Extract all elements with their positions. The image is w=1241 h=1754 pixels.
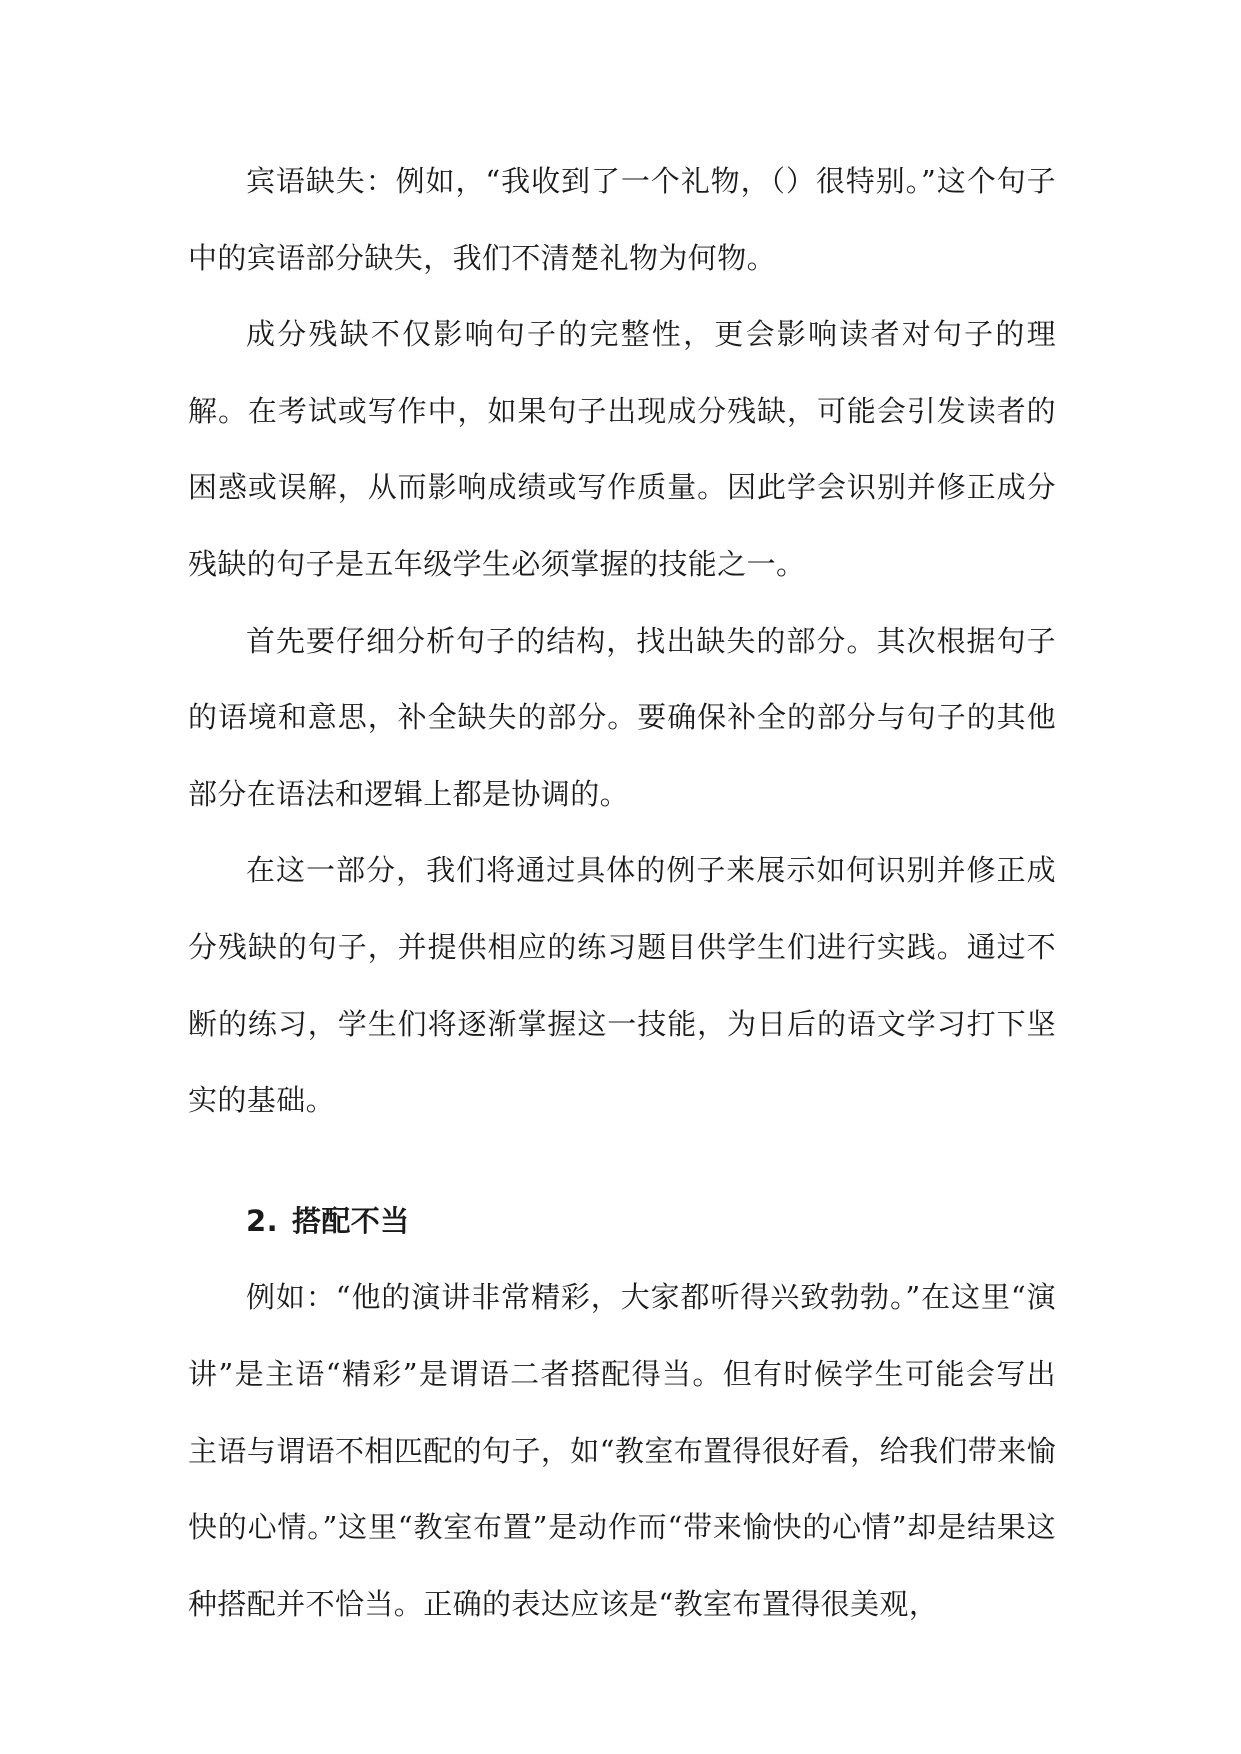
section-title: 搭配不当: [292, 1203, 410, 1238]
section-heading: [188, 1183, 1056, 1260]
paragraph-method: 首先要仔细分析句子的结构，找出缺失的部分。其次根据句子的语境和意思，补全缺失的部分。要确保补全的部分与句子的其他部分在语法和逻辑上都是协调的。: [188, 623, 1056, 811]
page-content: [188, 143, 1056, 1642]
paragraph-practice: 在这一部分，我们将通过具体的例子来展示如何识别并修正成分残缺的句子，并提供相应的练习题目供学生们进行实践。通过不断的练习，学生们将逐渐掌握这一技能，为日后的语文学习打下坚实的基础。: [188, 853, 1056, 1118]
paragraph-object-missing: 宾语缺失：例如，“我收到了一个礼物，（）很特别。”这个句子中的宾语部分缺失，我们不清楚礼物为何物。: [188, 164, 1056, 275]
paragraph-impact: 成分残缺不仅影响句子的完整性，更会影响读者对句子的理解。在考试或写作中，如果句子出现成分残缺，可能会引发读者的困惑或误解，从而影响成绩或写作质量。因此学会识别并修正成分残缺的句子是五年级学生必须掌握的技能之一。: [188, 317, 1056, 581]
paragraph-collocation-example: 例如：“他的演讲非常精彩，大家都听得兴致勃勃。”在这里“演讲”是主语“精彩”是谓语二者搭配得当。但有时候学生可能会写出主语与谓语不相匹配的句子，如“教室布置得很好看，给我们带来愉快的心情。”这里“教室布置”是动作而“带来愉快的心情”却是结果这种搭配并不恰当。正确的表达应该是“教室布置得很美观，: [188, 1280, 1056, 1621]
section-number: 2.: [246, 1203, 278, 1238]
